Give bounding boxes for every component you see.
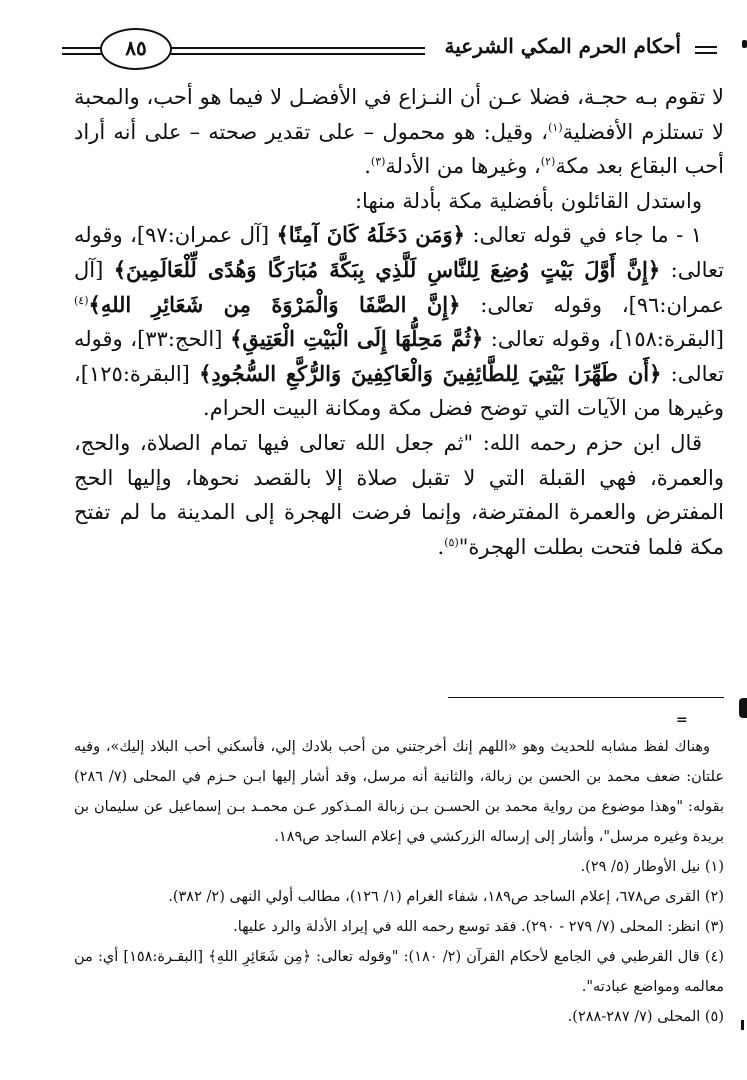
footnote-3: (٣) انظر: المحلى (٧/ ٢٧٩ - ٢٩٠). فقد توسع رحمه الله في إيراد الأدلة والرد عليها. <box>233 919 724 935</box>
footnote-5: (٥) المحلى (٧/ ٢٨٧-٢٨٨). <box>567 1009 724 1025</box>
footnote-2: (٢) القرى ص٦٧٨، إعلام الساجد ص١٨٩، شفاء الغرام (١/ ١٢٦)، مطالب أولي النهى (٢/ ٣٨٢). <box>168 889 724 905</box>
footnotes <box>74 732 724 1032</box>
text-run: . <box>364 154 371 179</box>
verse-reference: [آل عمران:٩٧]، وقوله تعالى: <box>74 223 724 282</box>
verse-reference: [البقرة:١٥٨]، وقوله تعالى: <box>483 327 724 352</box>
quran-verse: ﴿ثُمَّ مَحِلُّهَا إِلَى الْبَيْتِ الْعَتِيقِ﴾ <box>230 326 484 352</box>
text-run: . <box>437 534 445 559</box>
header-double-rule <box>162 47 425 55</box>
quran-verse: ﴿إِنَّ أَوَّلَ بَيْتٍ وُضِعَ لِلنَّاسِ لَلَّذِي بِبَكَّةَ مُبَارَكًا وَهُدًى لِّلْعَالَمِينَ﴾ <box>113 256 661 282</box>
verse-reference: [البقرة:١٢٥]، وغيرها من الآيات التي توضح فضل مكة ومكانة البيت الحرام. <box>74 361 724 421</box>
continuation-mark: = <box>676 712 688 728</box>
header-rule-right <box>695 46 717 54</box>
footnote-continuation: وهناك لفظ مشابه للحديث وهو «اللهم إنك أخرجتني من أحب بلادك إلي، فأسكني أحب البلاد إليك»، وفيه علتان: ضعف محمد بن الحسن بن زبالة، والثانية أنه مرسل، وقد أشار إليها ابـن حـزم في المحلى (٧/ ٢٨٦) بقوله: "وهذا موضوع من رواية محمد بن الحسـن بـن زبالة المـذكور عـن محمـد بـن إسماعيل عن سليمان بن بريدة وغيره مرسل"، وأشار إلى إرساله الزركشي في إعلام الساجد ص١٨٩. <box>74 739 724 845</box>
scan-edge-mark <box>742 40 747 48</box>
footnote-separator <box>448 697 724 698</box>
quran-verse: ﴿أَن طَهِّرَا بَيْتِيَ لِلطَّائِفِينَ وَالْعَاكِفِينَ وَالرُّكَّعِ السُّجُودِ﴾ <box>199 360 662 386</box>
text-run: ١ - ما جاء في قوله تعالى: <box>464 223 702 248</box>
quotation: قال ابن حزم رحمه الله: "ثم جعل الله تعالى فيها تمام الصلاة، والحج، والعمرة، فهي القبلة التي لا تقبل صلاة إلا بالقصد نحوها، وإليها الحج المفترض والعمرة المفترضة، وإنما فرضت الهجرة إلى المدينة ما لم تفتح مكة فلما فتحت بطلت الهجرة" <box>74 430 724 559</box>
footnote-marker-3: (٣) <box>370 155 386 169</box>
footnote-1: (١) نيل الأوطار (٥/ ٢٩). <box>580 859 724 875</box>
paragraph-3 <box>74 218 724 426</box>
verse-reference: [آل عمران:٩٦]، وقوله تعالى: <box>74 257 724 317</box>
text-run: ، وغيرها من الأدلة <box>385 154 541 179</box>
text-run: لا تقوم بـه حجـة، فضلا عـن أن النـزاع في الأفضـل لا فيما هو أحب، والمحبة لا تستلزم الأفضلية <box>74 85 724 144</box>
scan-edge-mark <box>739 698 747 718</box>
main-text <box>74 80 724 564</box>
footnote-marker-2: (٢) <box>540 155 556 169</box>
paragraph-2: واستدل القائلون بأفضلية مكة بأدلة منها: <box>354 188 702 213</box>
page-header <box>62 20 727 68</box>
footnote-marker-4: (٤) <box>74 293 89 307</box>
verse-reference: [الحج:٣٣]، وقوله تعالى: <box>74 327 724 386</box>
scan-edge-mark <box>741 1020 744 1030</box>
text-run: ، وقيل: هو محمول – على تقدير صحته – على أنه أراد أحب البقاع بعد مكة <box>74 119 724 179</box>
running-title: أحكام الحرم المكي الشرعية <box>444 34 681 58</box>
footnote-4: (٤) قال القرطبي في الجامع لأحكام القرآن (٢/ ١٨٠): "وقوله تعالى: ﴿مِن شَعَائِرِ اللهِ﴾ [البقـرة:١٥٨] أي: من معالمه ومواضع عبادته". <box>74 949 725 995</box>
header-rule-left <box>62 47 102 55</box>
footnote-marker-5: (٥) <box>444 535 459 549</box>
footnote-marker-1: (١) <box>548 120 563 134</box>
page-number: ٨٥ <box>100 28 172 70</box>
paragraph-4 <box>74 426 724 564</box>
quran-verse: ﴿وَمَن دَخَلَهُ كَانَ آمِنًا﴾ <box>276 222 465 248</box>
quran-verse: ﴿إِنَّ الصَّفَا وَالْمَرْوَةَ مِن شَعَائِرِ اللهِ﴾ <box>88 291 461 317</box>
paragraph-1 <box>74 80 724 184</box>
